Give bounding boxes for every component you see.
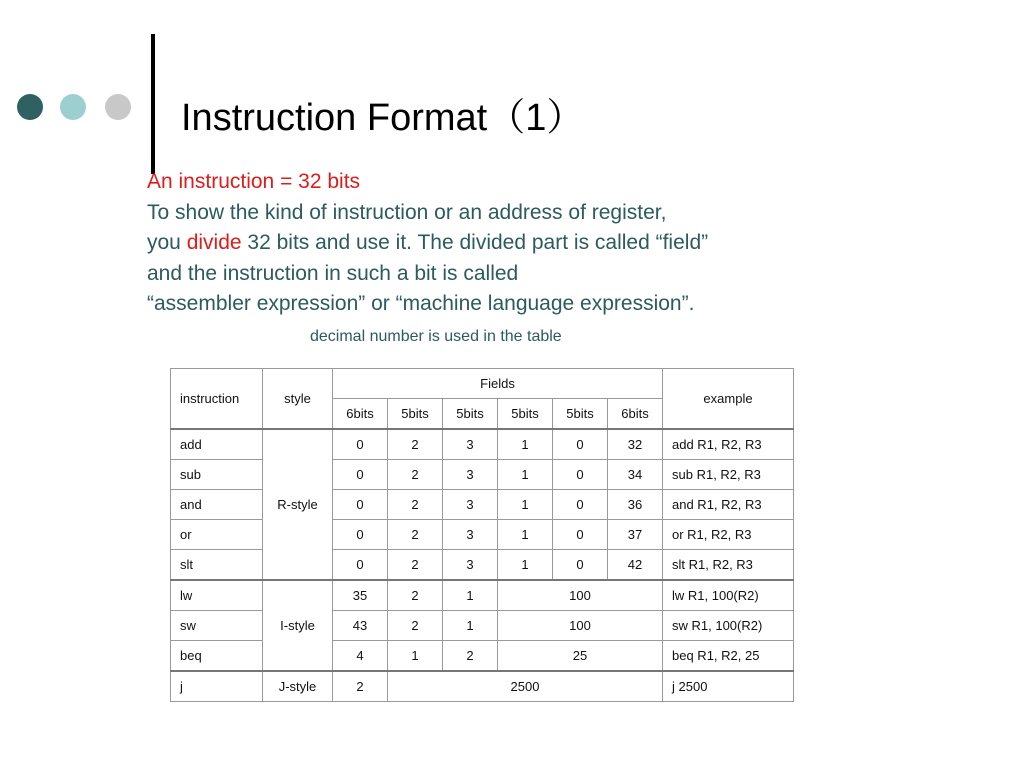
body-line-3-post: 32 bits and use it. The divided part is called “field” xyxy=(241,231,709,254)
cell-field: 3 xyxy=(443,520,498,550)
cell-field: 1 xyxy=(498,520,553,550)
cell-field: 43 xyxy=(333,611,388,641)
body-line-3-pre: you xyxy=(147,231,187,254)
cell-example: lw R1, 100(R2) xyxy=(663,580,794,611)
body-line-5: “assembler expression” or “machine language expression”. xyxy=(147,292,695,315)
cell-example: add R1, R2, R3 xyxy=(663,429,794,460)
cell-field: 34 xyxy=(608,460,663,490)
table-row xyxy=(171,671,794,702)
cell-example: and R1, R2, R3 xyxy=(663,490,794,520)
cell-instruction: add xyxy=(171,429,263,460)
cell-field: 0 xyxy=(333,429,388,460)
cell-instruction: lw xyxy=(171,580,263,611)
cell-field: 100 xyxy=(498,580,663,611)
cell-style: I-style xyxy=(263,580,333,671)
cell-field: 2 xyxy=(388,580,443,611)
cell-field: 36 xyxy=(608,490,663,520)
cell-field: 2 xyxy=(388,550,443,581)
cell-field: 0 xyxy=(553,550,608,581)
cell-field: 100 xyxy=(498,611,663,641)
header-bits: 5bits xyxy=(388,399,443,430)
cell-field: 25 xyxy=(498,641,663,672)
header-instruction: instruction xyxy=(171,369,263,430)
cell-field: 1 xyxy=(498,460,553,490)
cell-field: 37 xyxy=(608,520,663,550)
cell-field: 1 xyxy=(498,490,553,520)
body-line-3 xyxy=(147,228,708,259)
body-line-1: An instruction = 32 bits xyxy=(147,170,361,193)
cell-field: 42 xyxy=(608,550,663,581)
header-fields: Fields xyxy=(333,369,663,399)
cell-field: 1 xyxy=(388,641,443,672)
cell-field: 35 xyxy=(333,580,388,611)
cell-field: 0 xyxy=(333,520,388,550)
cell-field: 3 xyxy=(443,490,498,520)
header-bits: 6bits xyxy=(608,399,663,430)
cell-field: 2 xyxy=(333,671,388,702)
cell-field: 2 xyxy=(388,520,443,550)
cell-field: 3 xyxy=(443,460,498,490)
cell-field: 2 xyxy=(388,460,443,490)
cell-instruction: slt xyxy=(171,550,263,581)
header-bits: 5bits xyxy=(443,399,498,430)
cell-style: R-style xyxy=(263,429,333,580)
cell-field: 1 xyxy=(443,611,498,641)
body-line-4: and the instruction in such a bit is called xyxy=(147,261,519,285)
cell-example: slt R1, R2, R3 xyxy=(663,550,794,581)
cell-instruction: or xyxy=(171,520,263,550)
slide-title: Instruction Format（1） xyxy=(181,97,585,139)
header-example: example xyxy=(663,369,794,430)
cell-field: 0 xyxy=(333,550,388,581)
cell-example: beq R1, R2, 25 xyxy=(663,641,794,672)
cell-style: J-style xyxy=(263,671,333,702)
cell-instruction: j xyxy=(171,671,263,702)
cell-example: j 2500 xyxy=(663,671,794,702)
cell-example: sub R1, R2, R3 xyxy=(663,460,794,490)
cell-field: 4 xyxy=(333,641,388,672)
decor-dot-2 xyxy=(60,94,86,120)
title-divider xyxy=(151,34,155,174)
table-row xyxy=(171,429,794,460)
cell-field: 0 xyxy=(553,520,608,550)
instruction-format-table xyxy=(170,368,794,702)
cell-field: 0 xyxy=(333,460,388,490)
header-style: style xyxy=(263,369,333,430)
cell-example: sw R1, 100(R2) xyxy=(663,611,794,641)
cell-field: 1 xyxy=(443,580,498,611)
cell-field: 2 xyxy=(443,641,498,672)
body-line-3-highlight: divide xyxy=(186,231,242,254)
table-row xyxy=(171,580,794,611)
cell-field: 3 xyxy=(443,550,498,581)
decor-dot-1 xyxy=(17,94,43,120)
cell-instruction: and xyxy=(171,490,263,520)
decor-dot-3 xyxy=(105,94,131,120)
cell-field: 1 xyxy=(498,550,553,581)
cell-field: 0 xyxy=(553,460,608,490)
cell-field: 1 xyxy=(498,429,553,460)
cell-field: 0 xyxy=(553,490,608,520)
header-bits: 5bits xyxy=(498,399,553,430)
table-note: decimal number is used in the table xyxy=(310,328,562,345)
cell-field: 2 xyxy=(388,429,443,460)
cell-field: 2 xyxy=(388,490,443,520)
body-text xyxy=(147,167,708,320)
cell-field: 32 xyxy=(608,429,663,460)
cell-example: or R1, R2, R3 xyxy=(663,520,794,550)
cell-field: 2500 xyxy=(388,671,663,702)
header-bits: 6bits xyxy=(333,399,388,430)
cell-field: 0 xyxy=(333,490,388,520)
cell-instruction: sw xyxy=(171,611,263,641)
header-row xyxy=(171,369,794,399)
cell-field: 3 xyxy=(443,429,498,460)
cell-field: 0 xyxy=(553,429,608,460)
cell-instruction: beq xyxy=(171,641,263,672)
body-line-2: To show the kind of instruction or an address of register, xyxy=(147,200,667,224)
cell-instruction: sub xyxy=(171,460,263,490)
header-bits: 5bits xyxy=(553,399,608,430)
cell-field: 2 xyxy=(388,611,443,641)
